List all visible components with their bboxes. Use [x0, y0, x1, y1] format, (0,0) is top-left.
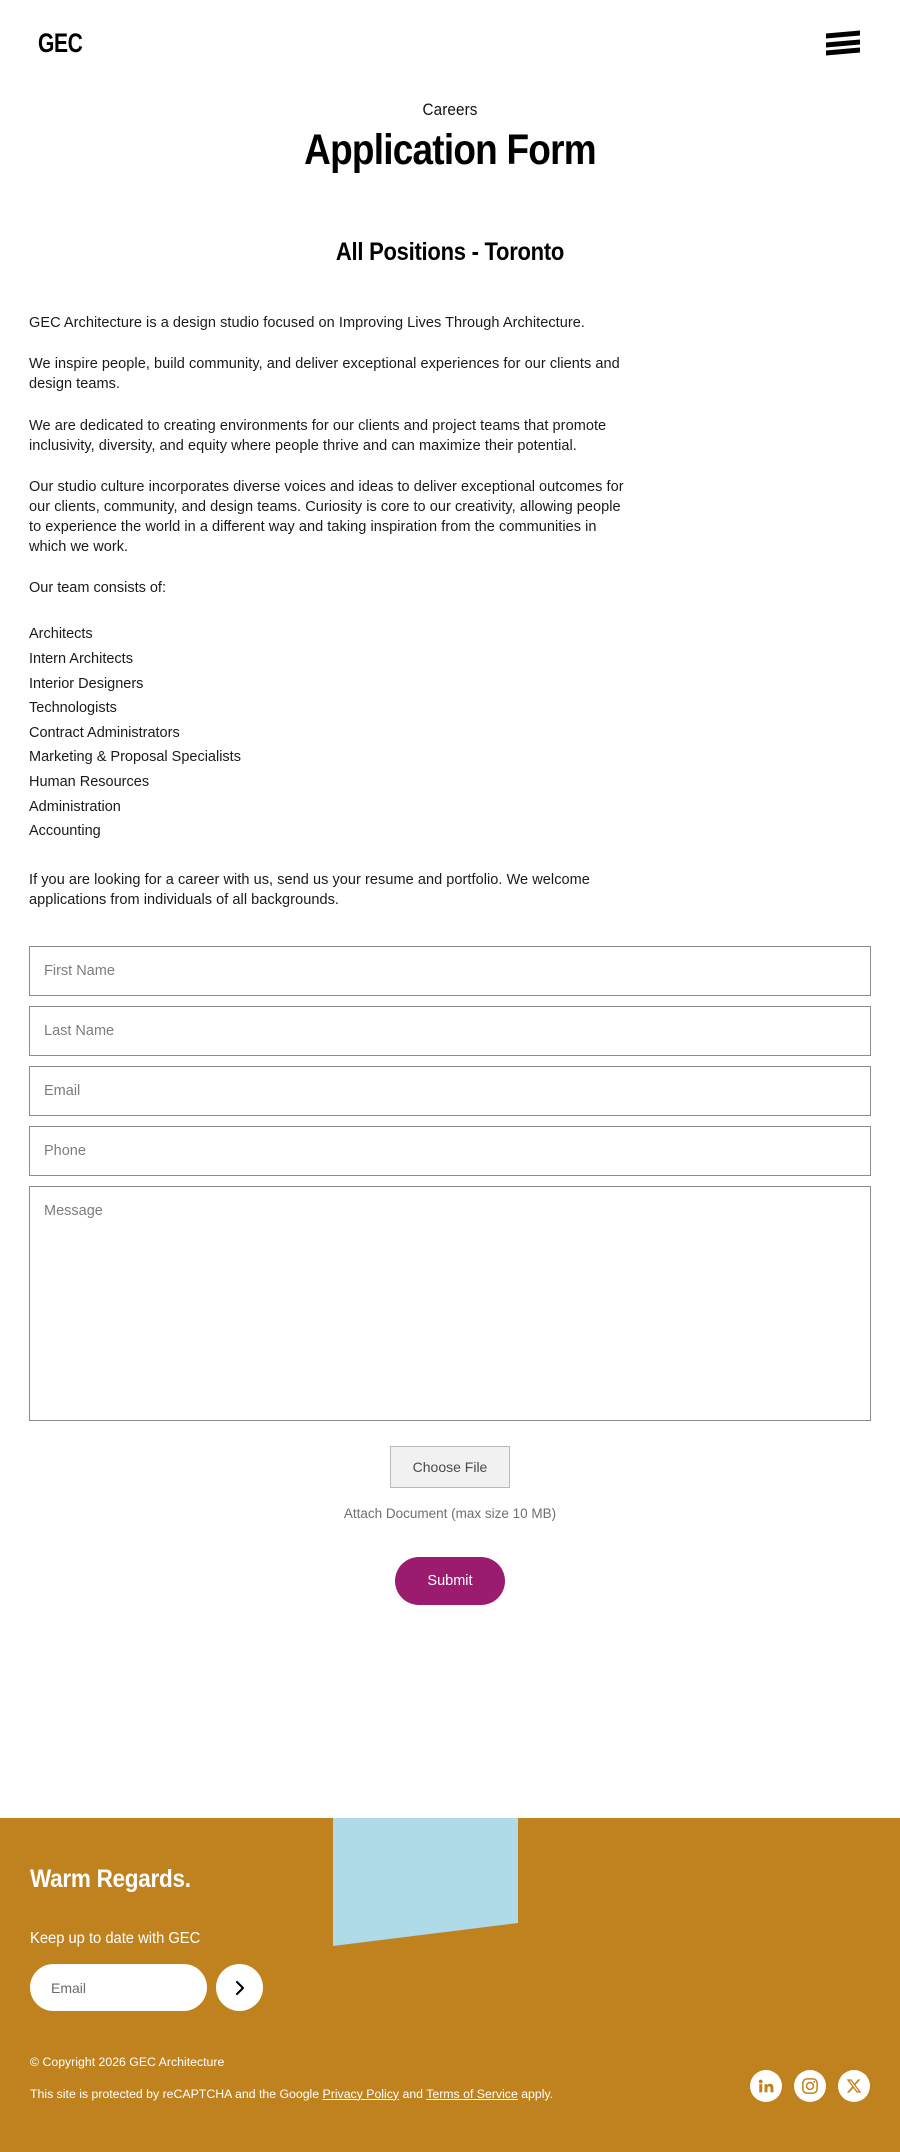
list-item: Marketing & Proposal Specialists: [29, 749, 241, 766]
recaptcha-suffix: apply.: [517, 2086, 554, 2101]
list-item: Intern Architects: [29, 650, 133, 667]
team-roles-list: [29, 622, 871, 844]
hero-section: [0, 86, 900, 174]
recaptcha-middle: and: [399, 2086, 427, 2101]
newsletter-signup: [30, 1964, 870, 2011]
instagram-icon: [801, 2077, 819, 2095]
copyright-text: © Copyright 2026 GEC Architecture: [30, 2055, 225, 2069]
hamburger-menu-icon[interactable]: [826, 30, 860, 56]
intro-content: [0, 313, 900, 910]
page-title: Application Form: [304, 126, 596, 174]
x-twitter-link[interactable]: [838, 2070, 870, 2102]
submit-button[interactable]: Submit: [395, 1557, 504, 1605]
social-links: [750, 2070, 870, 2102]
last-name-input[interactable]: [29, 1006, 871, 1056]
intro-paragraph: GEC Architecture is a design studio focused on Improving Lives Through Architecture.: [29, 315, 586, 332]
linkedin-icon: [757, 2077, 775, 2095]
team-intro: Our team consists of:: [29, 580, 166, 597]
email-input[interactable]: [29, 1066, 871, 1116]
list-item: Interior Designers: [29, 675, 144, 692]
first-name-input[interactable]: [29, 946, 871, 996]
hero-eyebrow: Careers: [422, 100, 478, 119]
chevron-right-icon: [232, 1980, 248, 1996]
hamburger-bar-1: [826, 31, 860, 39]
intro-paragraph: We inspire people, build community, and deliver exceptional experiences for our clients and design teams.: [29, 356, 620, 393]
x-twitter-icon: [846, 2078, 862, 2094]
footer-bottom: [30, 2054, 870, 2102]
hamburger-bar-2: [826, 39, 860, 47]
message-textarea[interactable]: [29, 1186, 871, 1421]
legal-text: [30, 2054, 553, 2102]
choose-file-button[interactable]: Choose File: [390, 1446, 511, 1488]
file-upload-block: [29, 1446, 871, 1521]
linkedin-link[interactable]: [750, 2070, 782, 2102]
list-item: Human Resources: [29, 774, 150, 791]
list-item: Accounting: [29, 823, 101, 840]
terms-of-service-link[interactable]: Terms of Service: [426, 2086, 518, 2101]
footer-heading: Warm Regards.: [30, 1865, 191, 1893]
attach-document-hint: Attach Document (max size 10 MB): [343, 1506, 557, 1522]
list-item: Architects: [29, 626, 93, 643]
list-item: Technologists: [29, 700, 117, 717]
list-item: Contract Administrators: [29, 724, 180, 741]
closing-paragraph: If you are looking for a career with us, send us your resume and portfolio. We welcome applications from individuals of all backgrounds.: [29, 872, 590, 909]
newsletter-subheading: Keep up to date with GEC: [30, 1930, 201, 1947]
site-header: [0, 0, 900, 86]
intro-paragraph: We are dedicated to creating environments for our clients and project teams that promote inclusivity, diversity, and equity where people thrive and can maximize their potential.: [29, 417, 607, 454]
position-title: All Positions - Toronto: [335, 238, 565, 267]
list-item: Administration: [29, 798, 121, 815]
phone-input[interactable]: [29, 1126, 871, 1176]
newsletter-submit-button[interactable]: [216, 1964, 263, 2011]
hamburger-bar-3: [826, 48, 860, 56]
application-form: [0, 946, 900, 1669]
site-footer: [0, 1818, 900, 2152]
instagram-link[interactable]: [794, 2070, 826, 2102]
intro-paragraph: Our studio culture incorporates diverse voices and ideas to deliver exceptional outcomes for our clients, community, and design teams. Curiosity is core to our creativity, allowing people to experience the world in a different way and taking inspiration from the communities in which we work.: [29, 478, 624, 556]
recaptcha-notice: [30, 2087, 553, 2101]
submit-row: [29, 1557, 871, 1669]
brand-logo[interactable]: GEC: [38, 27, 83, 58]
recaptcha-prefix: This site is protected by reCAPTCHA and the Google: [30, 2086, 323, 2101]
newsletter-email-input[interactable]: [30, 1964, 207, 2011]
privacy-policy-link[interactable]: Privacy Policy: [322, 2086, 400, 2101]
